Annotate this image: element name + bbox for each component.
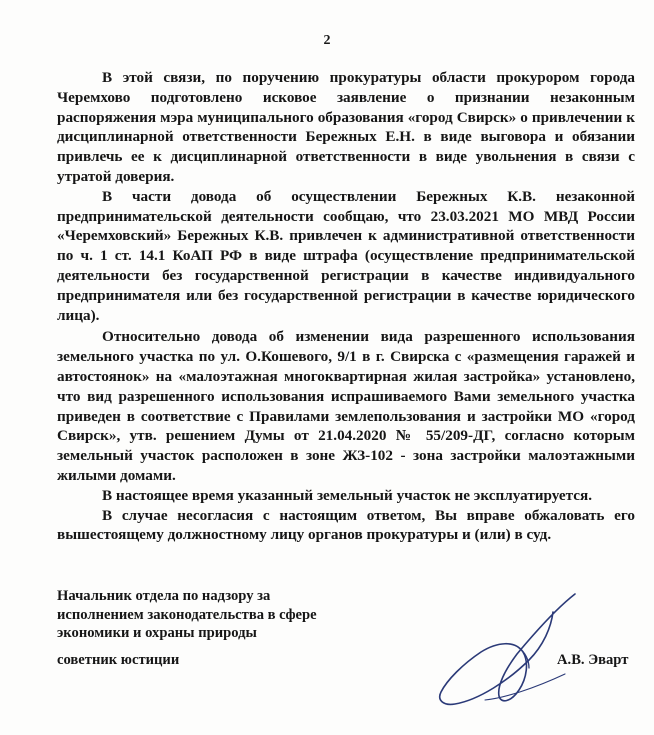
position-line: исполнением законодательства в сфере xyxy=(57,606,317,623)
signer-rank: советник юстиции xyxy=(57,652,180,668)
paragraph-appeal-rights: В случае несогласия с настоящим ответом, Вы вправе обжаловать его вышестоящему должностному лицу органов прокуратуры и (или) в суд. xyxy=(57,506,635,544)
paragraph-illegal-business: В части довода об осуществлении Бережных К.В. незаконной предпринимательской деятельности сообщаю, что 23.03.2021 МО МВД России «Черемховский» Бережных К.В. привлечен к административной ответственности по ч. 1 ст. 14.1 КоАП РФ в виде штрафа (осуществление предпринимательской деятельности без государственной регистрации в качестве индивидуального предпринимателя или без государственной регистрации в качестве юридического лица). xyxy=(57,187,635,324)
position-line: Начальник отдела по надзору за xyxy=(57,588,271,604)
paragraph-lawsuit: В этой связи, по поручению прокуратуры области прокурором города Черемхово подготовлено исковое заявление о признании незаконным распоряжения мэра муниципального образования «город Свирск» о привлечении к дисциплинарной ответственности Бережных Е.Н. в виде выговора и обязании привлечь ее к дисциплинарной ответственности в виде увольнения в связи с утратой доверия. xyxy=(57,69,635,185)
paragraph-not-used: В настоящее время указанный земельный участок не эксплуатируется. xyxy=(102,486,593,504)
paragraph-land-use: Относительно довода об изменении вида разрешенного использования земельного участка по ул. О.Кошевого, 9/1 в г. Свирска с «размещения гаражей и автостоянок» на «малоэтажная многоквартирная жилая застройка» установлено, что вид разрешенного использования испрашиваемого Вами земельного участка приведен в соответствие с Правилами землепользования и застройки МО «город Свирск», утв. решением Думы от 21.04.2020 № 55/209-ДГ, согласно которым земельный участок расположен в зоне ЖЗ-102 - зона застройки малоэтажными жилыми домами. xyxy=(57,328,635,484)
page-number: 2 xyxy=(323,33,331,48)
position-line: экономики и охраны природы xyxy=(57,625,257,642)
signer-name: А.В. Эварт xyxy=(557,652,629,668)
letter-body xyxy=(57,68,635,545)
signer-position xyxy=(57,587,317,643)
